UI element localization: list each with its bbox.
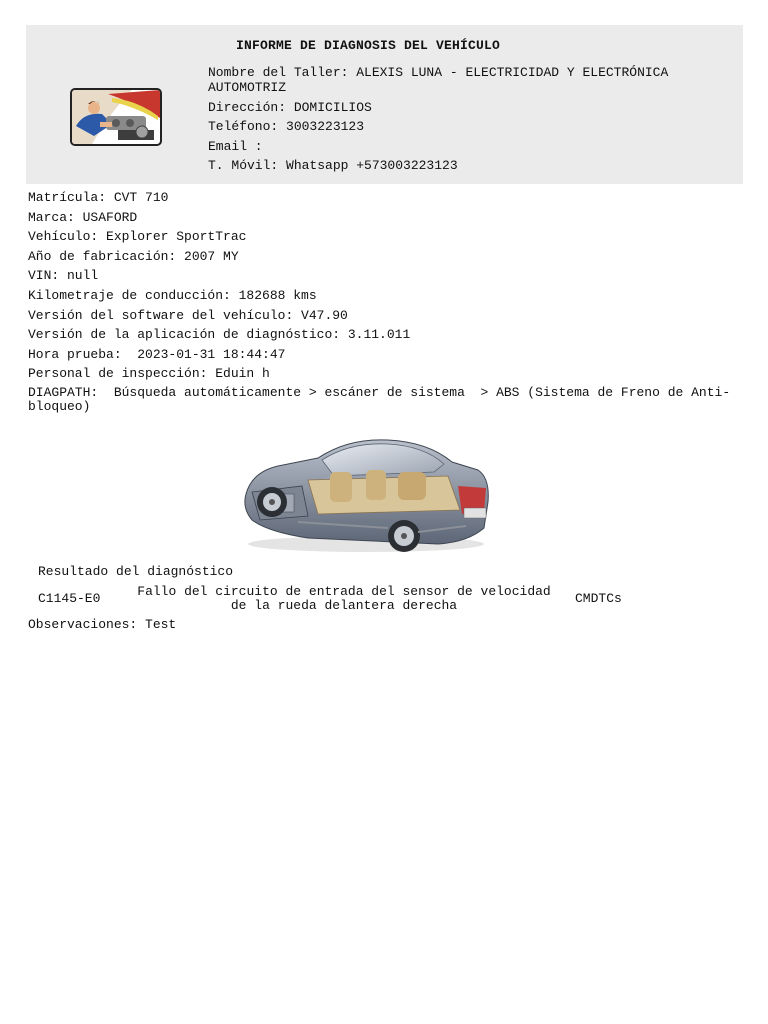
- dtc-status: CMDTCs: [575, 591, 622, 606]
- dtc-description: Fallo del circuito de entrada del sensor de velocidad de la rueda delantera derecha: [137, 584, 551, 613]
- shop-info: [208, 65, 678, 178]
- vin-field: VIN: null: [28, 268, 99, 284]
- diagpath-field: DIAGPATH: Búsqueda automáticamente > escáner de sistema > ABS (Sistema de Freno de Anti-bloqueo): [28, 384, 731, 414]
- shop-name: Nombre del Taller: ALEXIS LUNA - ELECTRICIDAD Y ELECTRÓNICA AUTOMOTRIZ: [208, 65, 677, 95]
- mileage-field: Kilometraje de conducción: 182688 kms: [28, 287, 317, 303]
- plate-field: Matrícula: CVT 710: [28, 190, 169, 205]
- report-header: [26, 25, 743, 184]
- software-version-field: Versión del software del vehículo: V47.90: [28, 307, 348, 323]
- test-time-field: Hora prueba: 2023-01-31 18:44:47: [28, 346, 286, 362]
- report-title: INFORME DE DIAGNOSIS DEL VEHÍCULO: [236, 38, 501, 53]
- shop-mobile: T. Móvil: Whatsapp +573003223123: [208, 158, 458, 173]
- car-cutaway-image: [238, 432, 494, 556]
- result-title: Resultado del diagnóstico: [38, 564, 234, 579]
- shop-email: Email :: [208, 138, 263, 154]
- mechanic-logo-icon: [70, 88, 162, 146]
- vehicle-details: [28, 190, 740, 419]
- dtc-code: C1145-E0: [38, 591, 101, 606]
- shop-phone: Teléfono: 3003223123: [208, 119, 365, 134]
- year-field: Año de fabricación: 2007 MY: [28, 248, 239, 264]
- app-version-field: Versión de la aplicación de diagnóstico: 3.11.011: [28, 327, 411, 343]
- shop-address: Dirección: DOMICILIOS: [208, 99, 372, 115]
- inspector-field: Personal de inspección: Eduin h: [28, 366, 270, 382]
- brand-field: Marca: USAFORD: [28, 209, 138, 225]
- model-field: Vehículo: Explorer SportTrac: [28, 229, 247, 245]
- observations: Observaciones: Test: [28, 617, 177, 632]
